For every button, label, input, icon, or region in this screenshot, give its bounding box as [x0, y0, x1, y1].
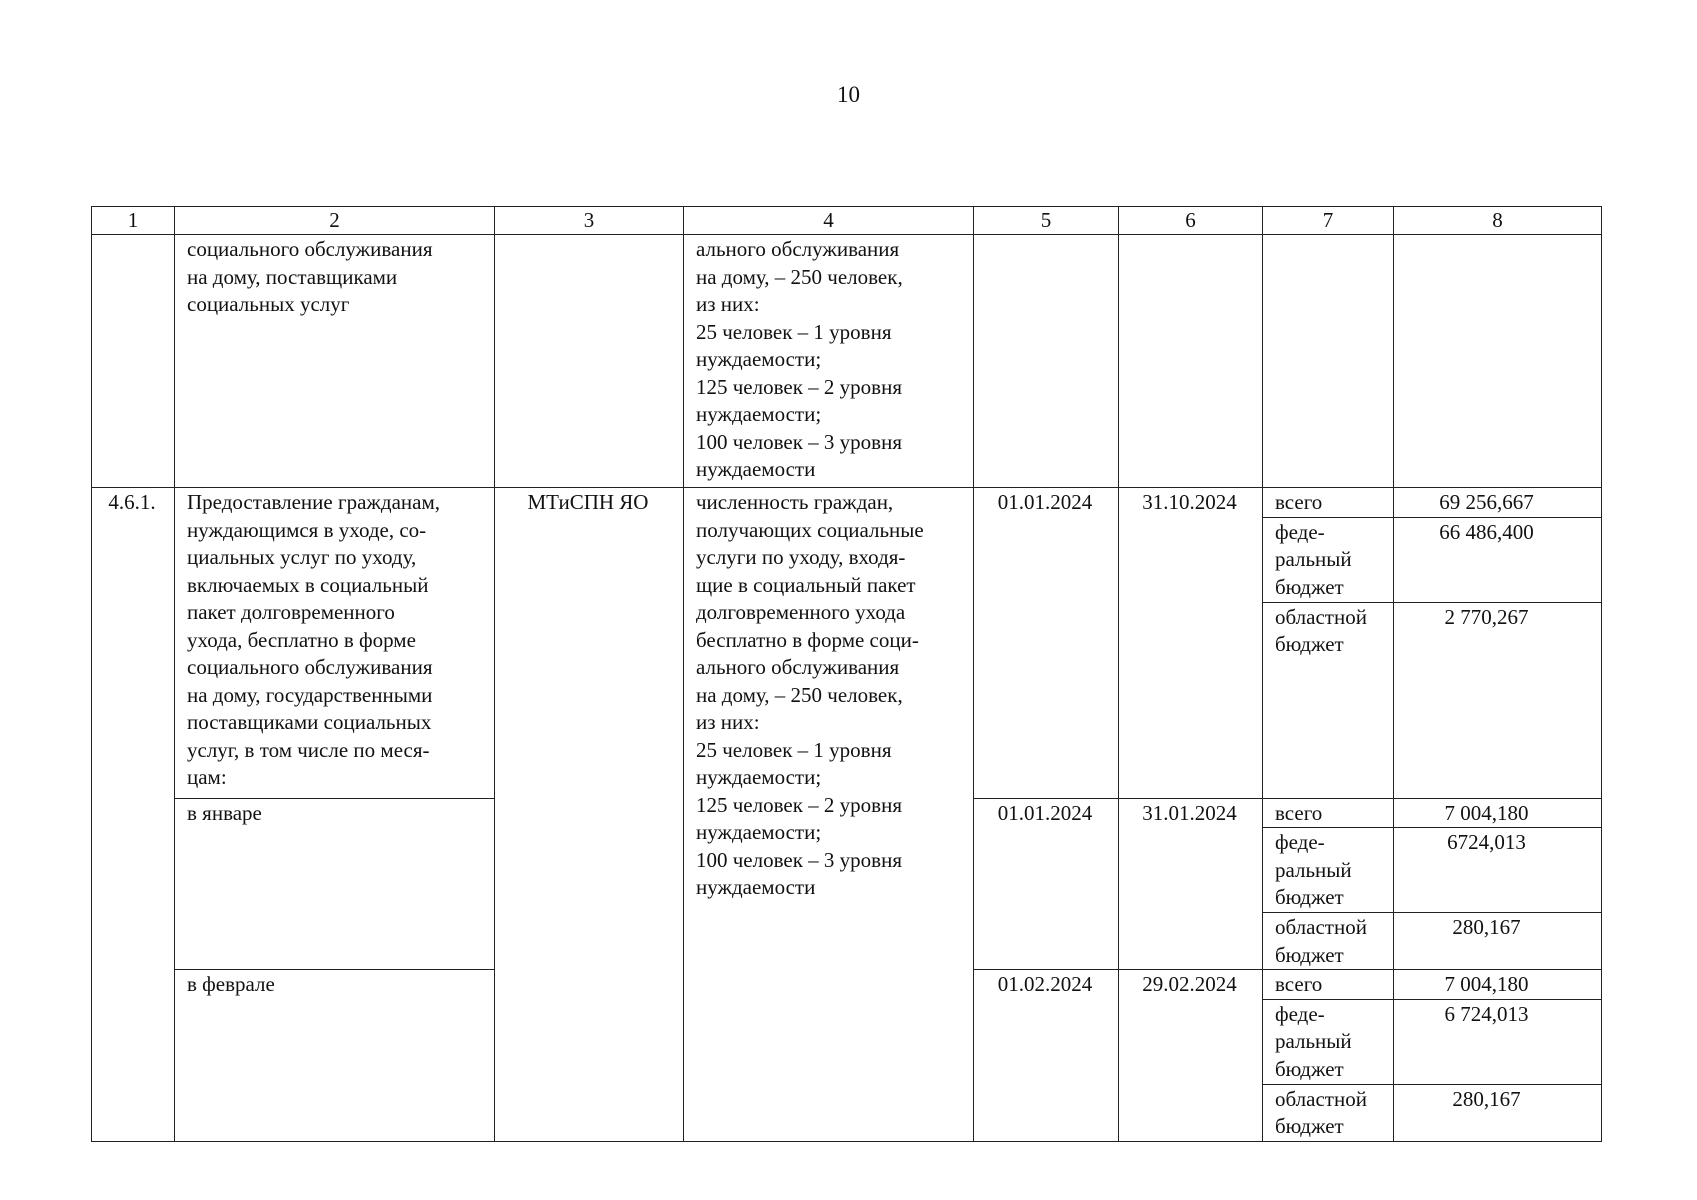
item-executor: МТиСПН ЯО: [495, 488, 684, 1142]
start-date: 01.02.2024: [974, 970, 1119, 1142]
funding-source: областной бюджет: [1263, 602, 1394, 798]
funding-amount: 6724,013: [1394, 828, 1602, 913]
cell-empty: [1263, 235, 1394, 488]
column-number: 7: [1263, 207, 1394, 235]
funding-source: всего: [1263, 798, 1394, 828]
funding-amount: 66 486,400: [1394, 517, 1602, 602]
column-number: 8: [1394, 207, 1602, 235]
funding-source: областной бюджет: [1263, 913, 1394, 970]
column-number: 4: [684, 207, 974, 235]
funding-source: феде- ральный бюджет: [1263, 999, 1394, 1084]
column-number: 1: [92, 207, 175, 235]
cell-empty: [1394, 235, 1602, 488]
funding-source: всего: [1263, 970, 1394, 1000]
continued-description: социального обслуживания на дому, поставщиками социальных услуг: [175, 235, 495, 488]
funding-source: областной бюджет: [1263, 1084, 1394, 1141]
start-date: 01.01.2024: [974, 488, 1119, 799]
end-date: 31.10.2024: [1119, 488, 1263, 799]
item-number: 4.6.1.: [92, 488, 175, 1142]
funding-amount: 69 256,667: [1394, 488, 1602, 518]
end-date: 29.02.2024: [1119, 970, 1263, 1142]
column-number: 5: [974, 207, 1119, 235]
funding-amount: 6 724,013: [1394, 999, 1602, 1084]
funding-amount: 2 770,267: [1394, 602, 1602, 798]
item-description: Предоставление гражданам, нуждающимся в уходе, со- циальных услуг по уходу, включаемых в социальный пакет долговременного ухода, бесплатно в форме социального обслуживания на дому, государственными поставщиками социальных услуг, в том числе по меся- цам:: [175, 488, 495, 799]
program-table: [91, 206, 1602, 1142]
end-date: 31.01.2024: [1119, 798, 1263, 970]
table-row: [92, 488, 1602, 518]
cell-empty: [1119, 235, 1263, 488]
column-number: 6: [1119, 207, 1263, 235]
month-label: в феврале: [175, 970, 495, 1142]
cell-empty: [974, 235, 1119, 488]
start-date: 01.01.2024: [974, 798, 1119, 970]
cell-empty: [495, 235, 684, 488]
column-number: 3: [495, 207, 684, 235]
continued-indicator: ального обслуживания на дому, – 250 человек, из них: 25 человек – 1 уровня нуждаемости; 125 человек – 2 уровня нуждаемости; 100 человек – 3 уровня нуждаемости: [684, 235, 974, 488]
month-label: в январе: [175, 798, 495, 970]
cell-empty: [92, 235, 175, 488]
funding-source: феде- ральный бюджет: [1263, 828, 1394, 913]
continuation-row: [92, 235, 1602, 488]
funding-amount: 280,167: [1394, 1084, 1602, 1141]
funding-amount: 7 004,180: [1394, 970, 1602, 1000]
column-number-row: [92, 207, 1602, 235]
funding-amount: 280,167: [1394, 913, 1602, 970]
item-indicator: численность граждан, получающих социальные услуги по уходу, входя- щие в социальный пакет долговременного ухода бесплатно в форме соци- ального обслуживания на дому, – 250 человек, из них: 25 человек – 1 уровня нуждаемости; 125 человек – 2 уровня нуждаемости; 100 человек – 3 уровня нуждаемости: [684, 488, 974, 1142]
funding-source: всего: [1263, 488, 1394, 518]
funding-amount: 7 004,180: [1394, 798, 1602, 828]
column-number: 2: [175, 207, 495, 235]
page-number: 10: [837, 82, 860, 107]
funding-source: феде- ральный бюджет: [1263, 517, 1394, 602]
